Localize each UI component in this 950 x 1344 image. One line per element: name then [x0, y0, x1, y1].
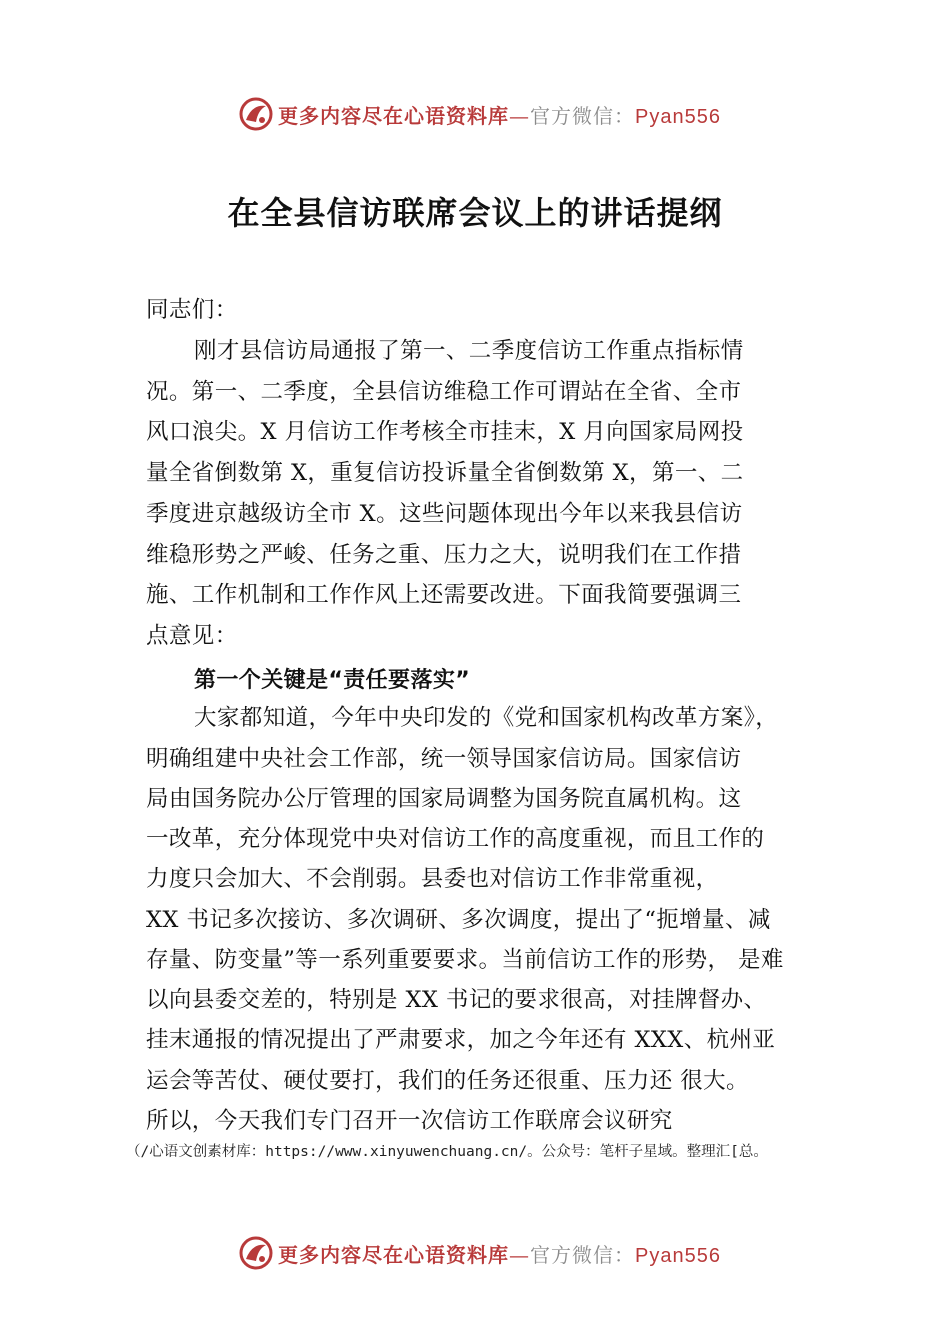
body-line: 明确组建中央社会工作部，统一领导国家信访局。国家信访	[146, 746, 742, 772]
body-line: 量全省倒数第 X，重复信访投诉量全省倒数第 X，第一、二	[146, 460, 744, 486]
source-note: （/心语文创素材库：https://www.xinyuwenchuang.cn/。公众号：笔杆子星域。整理汇[总。	[126, 1144, 768, 1160]
document-title: 在全县信访联席会议上的讲话提纲	[227, 194, 723, 232]
body-line: 局由国务院办公厅管理的国家局调整为国务院直属机构。这	[146, 786, 742, 812]
body-line: 所以，今天我们专门召开一次信访工作联席会议研究	[146, 1108, 673, 1134]
wechat-label: 官方微信：	[530, 104, 635, 128]
body-line: XX 书记多次接访、多次调研、多次调度，提出了“扼增量、减	[146, 907, 771, 933]
wechat-id: Pyan556	[635, 106, 721, 128]
brand-text: 更多内容尽在心语资料库	[278, 1243, 509, 1267]
header-banner	[0, 94, 950, 134]
body-line: 运会等苦仗、硬仗要打，我们的任务还很重、压力还 很大。	[146, 1068, 749, 1094]
body-line: 刚才县信访局通报了第一、二季度信访工作重点指标情	[194, 338, 744, 364]
body-line: 点意见：	[146, 623, 238, 649]
body-line: 一改革，充分体现党中央对信访工作的高度重视，而且工作的	[146, 826, 765, 852]
body-line: 施、工作机制和工作作风上还需要改进。下面我简要强调三	[146, 582, 742, 608]
body-line: 季度进京越级访全市 X。这些问题体现出今年以来我县信访	[146, 501, 743, 527]
brand-logo-icon	[238, 96, 274, 132]
wechat-id: Pyan556	[635, 1245, 721, 1267]
body-line: 维稳形势之严峻、任务之重、压力之大，说明我们在工作措	[146, 542, 742, 568]
wechat-label: 官方微信：	[530, 1243, 635, 1267]
section-heading: 第一个关键是“责任要落实”	[194, 668, 471, 693]
body-line: 况。第一、二季度，全县信访维稳工作可谓站在全省、全市	[146, 379, 742, 405]
body-line: 力度只会加大、不会削弱。县委也对信访工作非常重视，	[146, 866, 719, 892]
body-line: 大家都知道，今年中央印发的《党和国家机构改革方案》，	[194, 705, 779, 731]
body-line: 风口浪尖。X 月信访工作考核全市挂末，X 月向国家局网投	[146, 419, 744, 445]
brand-text: 更多内容尽在心语资料库	[278, 104, 509, 128]
body-line: 挂末通报的情况提出了严肃要求，加之今年还有 XXX、杭州亚	[146, 1027, 776, 1053]
salutation: 同志们：	[146, 297, 238, 323]
brand-logo-icon	[238, 1235, 274, 1271]
banner-dash: —	[509, 104, 530, 128]
body-line: 存量、防变量”等一系列重要要求。当前信访工作的形势， 是难	[146, 947, 784, 973]
footer-banner	[0, 1233, 950, 1273]
banner-dash: —	[509, 1243, 530, 1267]
body-line: 以向县委交差的，特别是 XX 书记的要求很高，对挂牌督办、	[146, 987, 767, 1013]
